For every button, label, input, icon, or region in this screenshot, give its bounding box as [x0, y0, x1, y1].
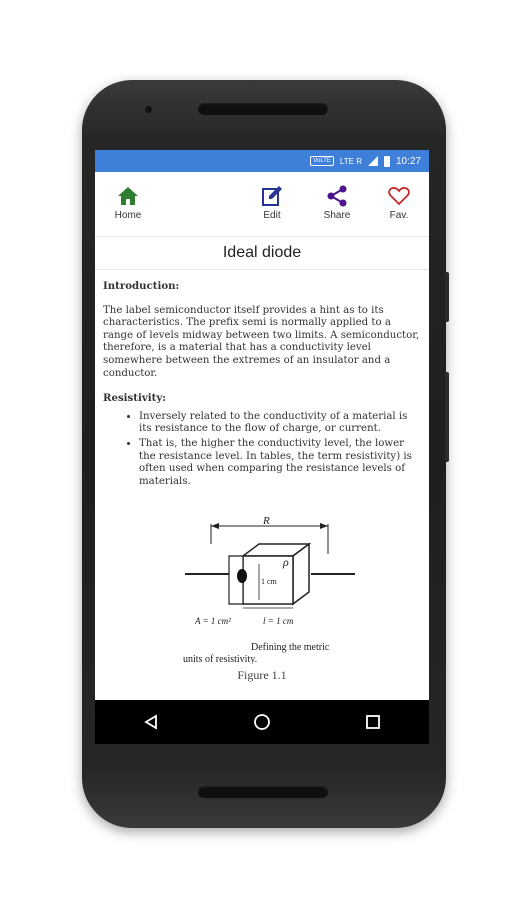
power-button — [445, 272, 449, 322]
intro-heading: Introduction: — [103, 280, 180, 292]
share-label: Share — [323, 210, 351, 221]
toolbar — [95, 172, 429, 237]
clock: 10:27 — [395, 155, 421, 167]
resistivity-heading: Resistivity: — [103, 392, 167, 405]
recents-button[interactable] — [353, 702, 393, 742]
label-rho: ρ — [283, 555, 289, 570]
bottom-speaker — [198, 786, 328, 798]
list-item: • Inversely related to the conductivity of a material is its resistance to the flow of charge, or current. — [139, 411, 421, 436]
back-icon — [143, 714, 159, 730]
navigation-bar — [95, 700, 429, 744]
battery-icon — [384, 156, 390, 167]
label-R: R — [263, 515, 270, 528]
home-nav-button[interactable] — [242, 702, 282, 742]
back-button[interactable] — [131, 702, 171, 742]
label-area: A = 1 cm² — [195, 616, 231, 627]
network-label: LTE R — [339, 156, 362, 166]
share-icon — [326, 185, 348, 207]
heart-icon — [388, 186, 410, 206]
edit-icon — [261, 185, 283, 207]
edit-label: Edit — [263, 210, 281, 221]
status-bar — [95, 150, 429, 172]
recents-icon — [365, 714, 381, 730]
label-length: l = 1 cm — [263, 616, 294, 627]
front-camera — [145, 106, 152, 113]
signal-icon — [368, 156, 378, 166]
fav-label: Fav. — [389, 210, 409, 221]
top-speaker — [198, 103, 328, 115]
figure-resistivity — [103, 504, 421, 682]
article-content — [95, 270, 429, 680]
home-icon — [117, 186, 139, 206]
figure-caption-line2: units of resistivity. — [183, 654, 258, 665]
home-label: Home — [114, 210, 142, 221]
resistivity-diagram — [103, 504, 421, 664]
resistivity-list — [103, 411, 421, 489]
volume-button — [445, 372, 449, 462]
page-title: Ideal diode — [95, 237, 429, 270]
figure-number: Figure 1.1 — [237, 667, 287, 682]
home-button[interactable] — [103, 184, 153, 221]
label-1cm-side: 1 cm — [261, 577, 277, 587]
list-item: • That is, the higher the conductivity level, the lower the resistance level. In tables, the term resistivity) is often used when comparing the resistance levels of materials. — [139, 438, 421, 488]
favorite-button[interactable] — [374, 184, 424, 221]
figure-caption-line1: Defining the metric — [251, 642, 330, 654]
volte-badge: VoLTE — [310, 156, 334, 166]
intro-paragraph: The label semiconductor itself provides a hint as to its characteristics. The prefix semi is normally applied to a range of levels midway between two limits. A semiconductor, therefore, is a material that has a conductivity level somewhere between the extremes of an insulator and a conductor. — [103, 304, 420, 379]
share-button[interactable] — [312, 184, 362, 221]
home-circle-icon — [253, 713, 271, 731]
edit-button[interactable] — [247, 184, 297, 221]
phone-screen — [95, 150, 429, 744]
